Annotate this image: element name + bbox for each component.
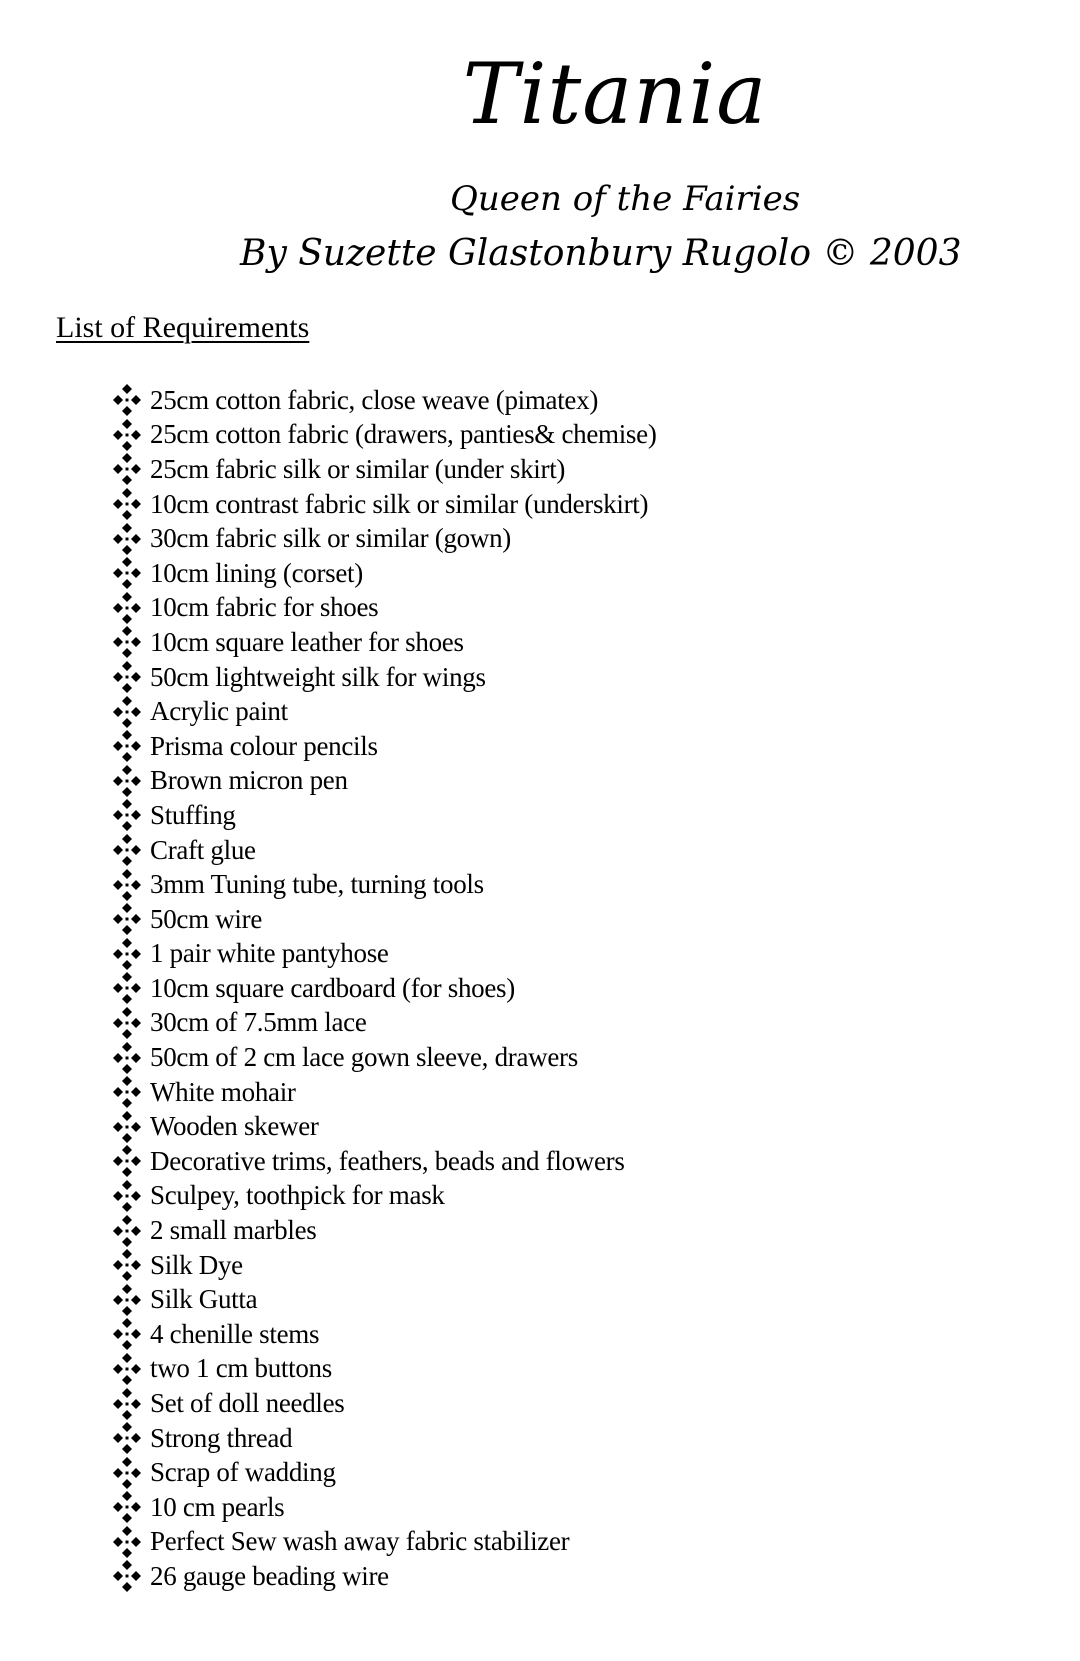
requirement-item bbox=[112, 764, 657, 799]
requirement-item bbox=[112, 487, 657, 522]
quatrefoil-diamond-bullet-icon bbox=[112, 869, 142, 901]
quatrefoil-diamond-bullet-icon bbox=[112, 1560, 142, 1592]
document-subtitle: Queen of the Fairies bbox=[450, 179, 801, 219]
quatrefoil-diamond-bullet-icon bbox=[112, 488, 142, 520]
requirement-item bbox=[112, 1075, 657, 1110]
requirement-text: 25cm fabric silk or similar (under skirt) bbox=[150, 453, 566, 484]
requirement-item bbox=[112, 833, 657, 868]
quatrefoil-diamond-bullet-icon bbox=[112, 1007, 142, 1039]
requirement-item bbox=[112, 1352, 657, 1387]
quatrefoil-diamond-bullet-icon bbox=[112, 903, 142, 935]
requirement-text: Prisma colour pencils bbox=[150, 730, 378, 761]
requirement-text: 4 chenille stems bbox=[150, 1318, 320, 1349]
requirement-item bbox=[112, 1109, 657, 1144]
requirement-text: Stuffing bbox=[150, 799, 236, 830]
requirement-item bbox=[112, 694, 657, 729]
requirement-item bbox=[112, 1490, 657, 1525]
requirement-text: 10cm contrast fabric silk or similar (underskirt) bbox=[150, 488, 649, 519]
quatrefoil-diamond-bullet-icon bbox=[112, 384, 142, 416]
quatrefoil-diamond-bullet-icon bbox=[112, 1422, 142, 1454]
requirement-text: 30cm of 7.5mm lace bbox=[150, 1007, 367, 1038]
requirement-item bbox=[112, 383, 657, 418]
quatrefoil-diamond-bullet-icon bbox=[112, 1284, 142, 1316]
requirement-item bbox=[112, 521, 657, 556]
requirement-item bbox=[112, 556, 657, 591]
quatrefoil-diamond-bullet-icon bbox=[112, 1180, 142, 1212]
requirement-text: 50cm of 2 cm lace gown sleeve, drawers bbox=[150, 1042, 578, 1073]
requirement-item bbox=[112, 1006, 657, 1041]
requirement-text: 10cm lining (corset) bbox=[150, 557, 363, 588]
requirement-text: Silk Dye bbox=[150, 1249, 243, 1280]
requirement-text: Silk Gutta bbox=[150, 1284, 258, 1315]
requirement-text: 10cm fabric for shoes bbox=[150, 592, 379, 623]
requirement-item bbox=[112, 1179, 657, 1214]
quatrefoil-diamond-bullet-icon bbox=[112, 1145, 142, 1177]
requirement-item bbox=[112, 729, 657, 764]
quatrefoil-diamond-bullet-icon bbox=[112, 730, 142, 762]
quatrefoil-diamond-bullet-icon bbox=[112, 834, 142, 866]
requirement-text: Scrap of wadding bbox=[150, 1457, 336, 1488]
requirement-text: Craft glue bbox=[150, 834, 256, 865]
requirement-text: 10 cm pearls bbox=[150, 1491, 285, 1522]
requirements-list bbox=[112, 383, 657, 1594]
requirement-item bbox=[112, 971, 657, 1006]
document-title: Titania bbox=[462, 45, 768, 143]
requirement-text: Strong thread bbox=[150, 1422, 293, 1453]
requirement-item bbox=[112, 902, 657, 937]
requirement-item bbox=[112, 625, 657, 660]
quatrefoil-diamond-bullet-icon bbox=[112, 1526, 142, 1558]
quatrefoil-diamond-bullet-icon bbox=[112, 972, 142, 1004]
quatrefoil-diamond-bullet-icon bbox=[112, 1215, 142, 1247]
requirement-text: 1 pair white pantyhose bbox=[150, 938, 389, 969]
requirement-item bbox=[112, 937, 657, 972]
requirement-text: Wooden skewer bbox=[150, 1111, 319, 1142]
requirement-text: 30cm fabric silk or similar (gown) bbox=[150, 523, 511, 554]
quatrefoil-diamond-bullet-icon bbox=[112, 592, 142, 624]
quatrefoil-diamond-bullet-icon bbox=[112, 1111, 142, 1143]
requirement-text: Decorative trims, feathers, beads and flowers bbox=[150, 1145, 625, 1176]
quatrefoil-diamond-bullet-icon bbox=[112, 1388, 142, 1420]
requirement-text: 25cm cotton fabric, close weave (pimatex) bbox=[150, 384, 599, 415]
requirement-item bbox=[112, 452, 657, 487]
requirement-text: 50cm wire bbox=[150, 903, 263, 934]
requirement-text: White mohair bbox=[150, 1076, 296, 1107]
requirement-item bbox=[112, 1282, 657, 1317]
quatrefoil-diamond-bullet-icon bbox=[112, 419, 142, 451]
requirement-item bbox=[112, 1559, 657, 1594]
requirement-item bbox=[112, 798, 657, 833]
requirement-item bbox=[112, 1144, 657, 1179]
requirement-item bbox=[112, 1317, 657, 1352]
requirement-text: Perfect Sew wash away fabric stabilizer bbox=[150, 1526, 570, 1557]
quatrefoil-diamond-bullet-icon bbox=[112, 799, 142, 831]
requirement-text: 50cm lightweight silk for wings bbox=[150, 661, 486, 692]
requirement-text: 2 small marbles bbox=[150, 1215, 317, 1246]
quatrefoil-diamond-bullet-icon bbox=[112, 523, 142, 555]
requirement-text: Brown micron pen bbox=[150, 765, 348, 796]
quatrefoil-diamond-bullet-icon bbox=[112, 1457, 142, 1489]
requirement-item bbox=[112, 1213, 657, 1248]
quatrefoil-diamond-bullet-icon bbox=[112, 1249, 142, 1281]
author-byline: By Suzette Glastonbury Rugolo © 2003 bbox=[240, 233, 962, 274]
quatrefoil-diamond-bullet-icon bbox=[112, 765, 142, 797]
quatrefoil-diamond-bullet-icon bbox=[112, 453, 142, 485]
requirement-item bbox=[112, 1386, 657, 1421]
requirement-item bbox=[112, 660, 657, 695]
requirement-text: two 1 cm buttons bbox=[150, 1353, 332, 1384]
requirement-text: Acrylic paint bbox=[150, 696, 288, 727]
requirement-text: 10cm square cardboard (for shoes) bbox=[150, 972, 515, 1003]
requirement-text: Set of doll needles bbox=[150, 1388, 345, 1419]
quatrefoil-diamond-bullet-icon bbox=[112, 1042, 142, 1074]
quatrefoil-diamond-bullet-icon bbox=[112, 1491, 142, 1523]
requirement-text: 10cm square leather for shoes bbox=[150, 626, 464, 657]
quatrefoil-diamond-bullet-icon bbox=[112, 557, 142, 589]
quatrefoil-diamond-bullet-icon bbox=[112, 661, 142, 693]
quatrefoil-diamond-bullet-icon bbox=[112, 1076, 142, 1108]
requirement-item bbox=[112, 867, 657, 902]
requirement-text: 3mm Tuning tube, turning tools bbox=[150, 869, 484, 900]
requirement-item bbox=[112, 1248, 657, 1283]
requirement-item bbox=[112, 1421, 657, 1456]
requirement-text: 25cm cotton fabric (drawers, panties& chemise) bbox=[150, 419, 657, 450]
requirement-item bbox=[112, 1525, 657, 1560]
quatrefoil-diamond-bullet-icon bbox=[112, 1353, 142, 1385]
requirement-text: Sculpey, toothpick for mask bbox=[150, 1180, 445, 1211]
requirement-item bbox=[112, 591, 657, 626]
requirements-heading: List of Requirements bbox=[56, 311, 310, 344]
requirement-item bbox=[112, 1040, 657, 1075]
quatrefoil-diamond-bullet-icon bbox=[112, 696, 142, 728]
requirement-item bbox=[112, 1455, 657, 1490]
quatrefoil-diamond-bullet-icon bbox=[112, 938, 142, 970]
requirement-text: 26 gauge beading wire bbox=[150, 1560, 389, 1591]
quatrefoil-diamond-bullet-icon bbox=[112, 626, 142, 658]
requirement-item bbox=[112, 418, 657, 453]
quatrefoil-diamond-bullet-icon bbox=[112, 1318, 142, 1350]
